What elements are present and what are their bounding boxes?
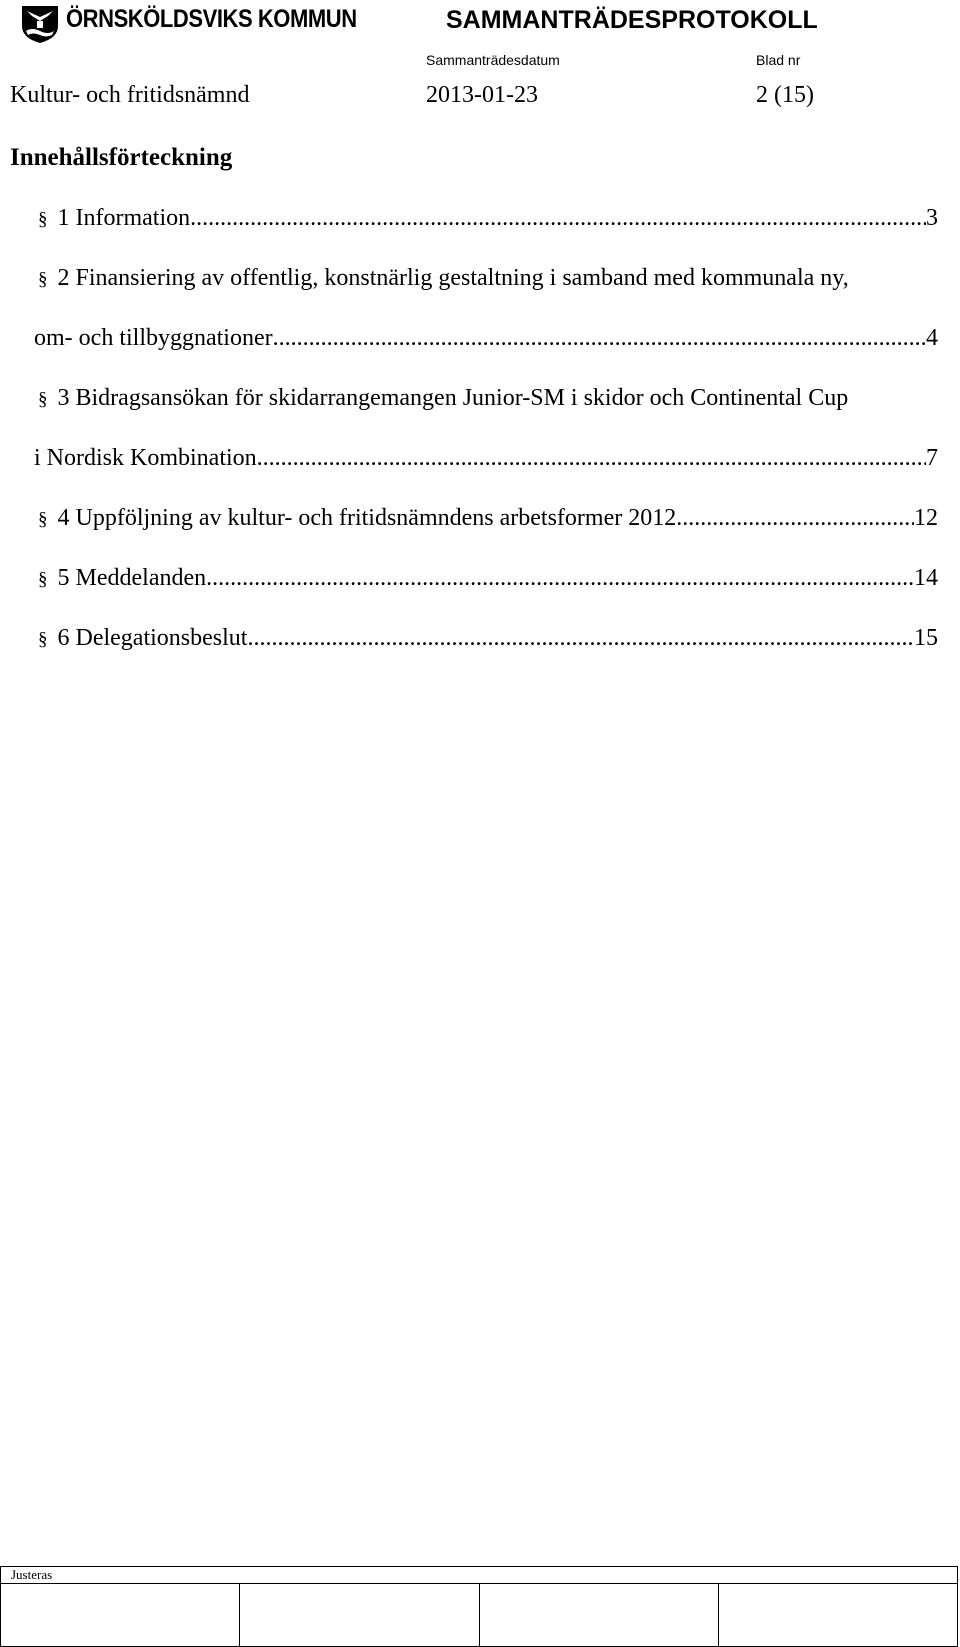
toc-entry-title-continued: i Nordisk Kombination: [34, 445, 257, 471]
dot-leader: [206, 564, 914, 592]
dot-leader: [247, 624, 914, 652]
signature-cell[interactable]: [240, 1584, 479, 1647]
dot-leader: [273, 324, 926, 352]
dot-leader: [257, 444, 926, 472]
toc-entry-title: 5 Meddelanden: [57, 565, 207, 591]
section-sign: §: [38, 629, 48, 650]
section-sign: §: [38, 569, 48, 590]
table-of-contents: [34, 204, 938, 684]
page-number: 2 (15): [756, 82, 814, 108]
dot-leader: [190, 204, 926, 232]
toc-entry[interactable]: [38, 204, 938, 264]
toc-entry[interactable]: [34, 264, 938, 384]
toc-entry-page: 3: [926, 205, 938, 231]
justeras-label: Justeras: [1, 1567, 958, 1584]
toc-entry[interactable]: [38, 624, 938, 684]
toc-entry-title: 1 Information: [57, 205, 191, 231]
organization-name: ÖRNSKÖLDSVIKS KOMMUN: [66, 5, 357, 33]
signature-cell[interactable]: [718, 1584, 957, 1647]
section-sign: §: [38, 389, 48, 410]
toc-entry[interactable]: [34, 384, 938, 504]
document-type-title: SAMMANTRÄDESPROTOKOLL: [446, 6, 818, 34]
signature-cell[interactable]: [479, 1584, 718, 1647]
toc-heading: Innehållsförteckning: [10, 144, 233, 171]
toc-entry-page: 14: [914, 565, 938, 591]
page-label: Blad nr: [756, 52, 801, 68]
section-sign: §: [38, 509, 48, 530]
toc-entry-title: 6 Delegationsbeslut: [57, 625, 248, 651]
toc-entry-title-continued: om- och tillbyggnationer: [34, 325, 273, 351]
toc-entry-title: 2 Finansiering av offentlig, konstnärlig gestaltning i samband med kommunala ny,: [57, 265, 849, 291]
toc-entry-title: 3 Bidragsansökan för skidarrangemangen Junior-SM i skidor och Continental Cup: [57, 385, 849, 411]
section-sign: §: [38, 269, 48, 290]
toc-entry-title: 4 Uppföljning av kultur- och fritidsnämndens arbetsformer 2012: [57, 505, 677, 531]
signature-table: [0, 1566, 958, 1647]
toc-entry[interactable]: [38, 564, 938, 624]
toc-entry-page: 15: [914, 625, 938, 651]
dot-leader: [676, 504, 914, 532]
meeting-date: 2013-01-23: [426, 82, 538, 108]
date-label: Sammanträdesdatum: [426, 52, 560, 68]
municipality-coat-of-arms-logo: [18, 2, 62, 44]
signature-cell[interactable]: [1, 1584, 240, 1647]
toc-entry-page: 12: [914, 505, 938, 531]
toc-entry-page: 7: [926, 445, 938, 471]
section-sign: §: [38, 209, 48, 230]
toc-entry-page: 4: [926, 325, 938, 351]
toc-entry[interactable]: [38, 504, 938, 564]
committee-name: Kultur- och fritidsnämnd: [10, 82, 250, 108]
